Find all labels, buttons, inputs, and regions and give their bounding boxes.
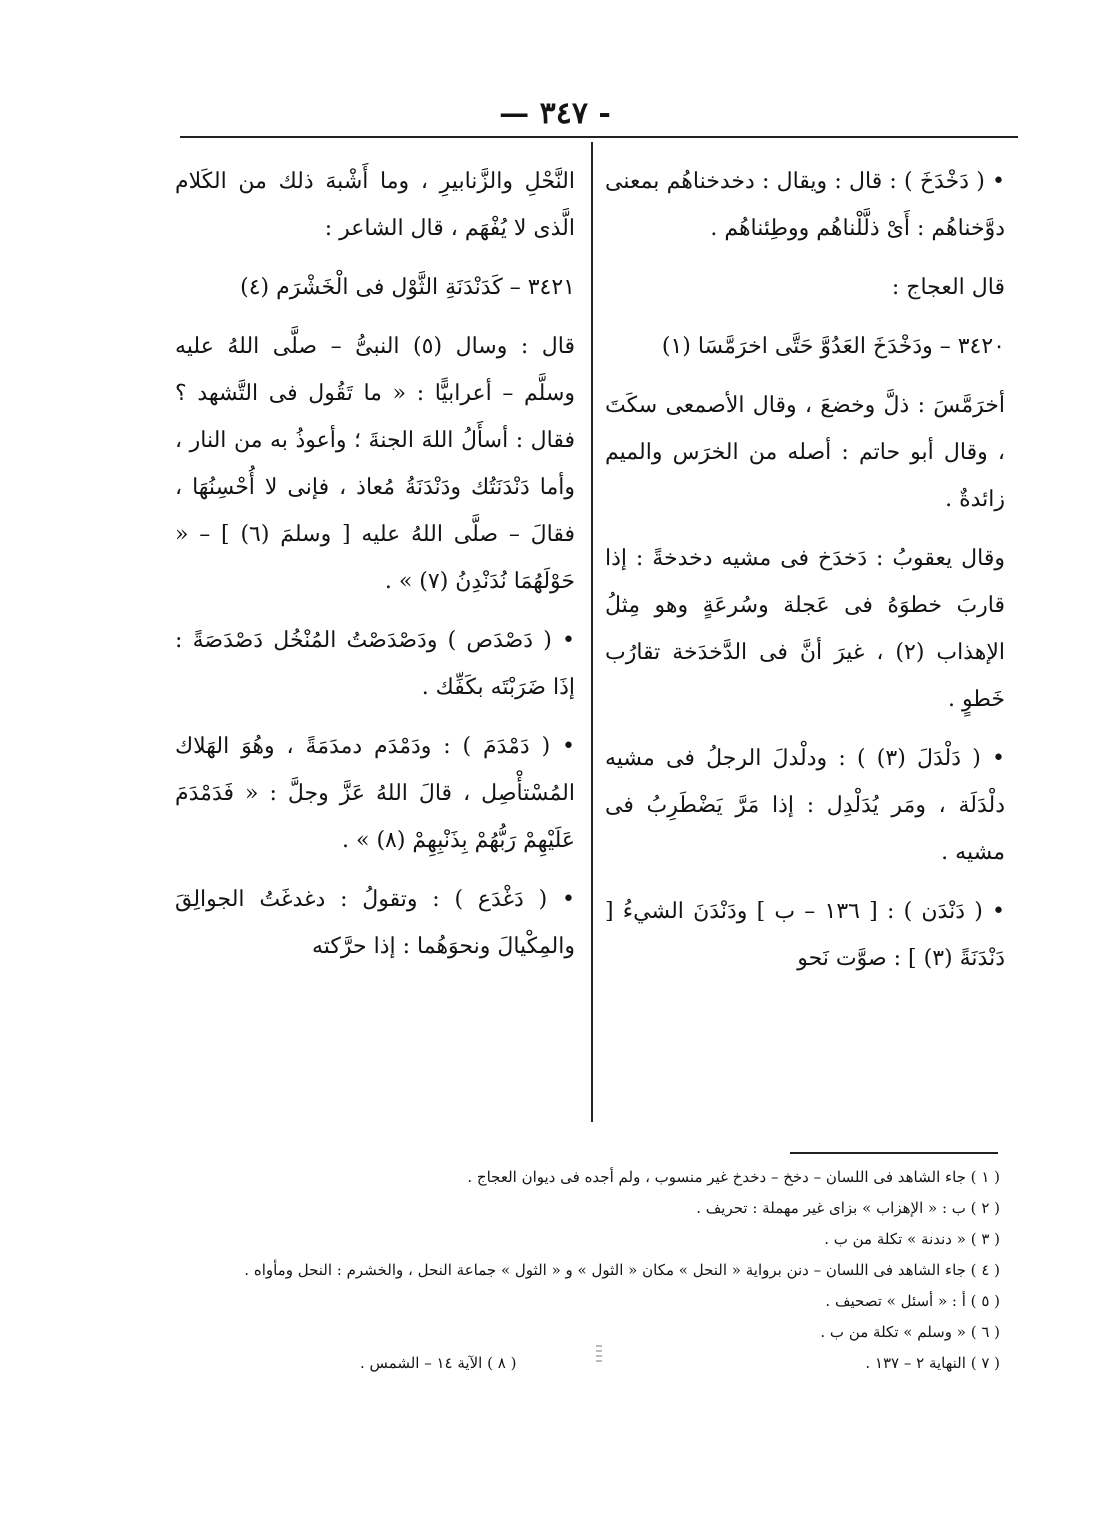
page-number: — ٣٤٧ - [499, 96, 611, 131]
footnote-last-row [170, 1348, 1000, 1379]
footnote-6: ( ٦ ) « وسلم » تكلة من ب . [820, 1323, 1000, 1341]
verse-3421: ٣٤٢١ – كَدَنْدَنَةِ الثَّوْل فى الْخَشْرَم (٤) [240, 275, 575, 300]
footnote-8: ( ٨ ) الآية ١٤ – الشمس . [360, 1354, 517, 1372]
footnote-7: ( ٧ ) النهاية ٢ – ١٣٧ . [865, 1354, 1000, 1372]
entry-dandana: • ( دَنْدَن ) : [ ١٣٦ – ب ] ودَنْدَنَ الشيءُ [ دَنْدَنَةً (٣) ] : صوَّت نَحو [605, 899, 1005, 971]
scan-smudge [596, 1345, 602, 1363]
footnote-3: ( ٣ ) « دندنة » تكلة من ب . [824, 1230, 1000, 1248]
footnote-1: ( ١ ) جاء الشاهد فى اللسان – دخخ – دخدخ غير منسوب ، ولم أجده فى ديوان العجاج . [467, 1168, 1000, 1186]
entry-daghdagha: • ( دَغْدَع ) : وتقولُ : دغدغَتُ الجوالِقَ والمِكْيالَ ونحوَهُما : إذا حرَّكته [175, 887, 575, 959]
quote-yaqub: وقال يعقوبُ : دَخدَخ فى مشيه دخدخةً : إذا قاربَ خطوَهُ فى عَجلة وسُرعَةٍ وهو مِثلُ الإهذاب (٢) ، غيرَ أنَّ فى الدَّخدَخة تقارُب خَطوٍ . [605, 546, 1005, 712]
entry-dasdasa: • ( دَصْدَص ) ودَصْدَصْتُ المُنْخُل دَصْدَصَةً : إذَا ضَرَبْتَه بكَفِّك . [175, 628, 575, 700]
header-rule [180, 136, 1018, 138]
hadith-passage: قال : وسال (٥) النبىُّ – صلَّى اللهُ عليه وسلَّم – أعرابيًّا : « ما تَقُول فى التَّشهد ؟ فقال : أسأَلُ اللهَ الجنةَ ؛ وأعوذُ به من النار ، وأما دَنْدَنَتُك ودَنْدَنَةُ مُعاذ ، فإنى لا أُحْسِنُهَا ، فقالَ – صلَّى اللهُ عليه [ وسلمَ (٦) ] – « حَوْلَهُمَا نُدَنْدِنُ (٧) » . [175, 334, 575, 594]
footnotes [170, 1162, 1000, 1379]
footnote-rule [790, 1152, 998, 1154]
left-column [175, 158, 575, 982]
gloss-ikhrammasa: أخرَمَّسَ : ذلَّ وخضعَ ، وقال الأصمعى سكَتَ ، وقال أبو حاتم : أصله من الخرَس والميم زائدةٌ . [605, 393, 1005, 512]
verse-3420: ٣٤٢٠ – ودَخْدَخَ العَدُوَّ حَتَّى اخرَمَّسَا (١) [661, 334, 1005, 359]
entry-daldala: • ( دَلْدَلَ (٣) ) : ودلْدلَ الرجلُ فى مشيه دلْدَلَة ، ومَر يُدَلْدِل : إذا مَرَّ يَضْطَرِبُ فى مشيه . [605, 746, 1006, 865]
footnote-4: ( ٤ ) جاء الشاهد فى اللسان – دنن برواية « النحل » مكان « الثول » و « الثول » جماعة النحل ، والخشرم : النحل ومأواه . [244, 1261, 1000, 1279]
entry-dakhdakha: • ( دَخْدَخَ ) : قال : ويقال : دخدخناهُم بمعنى دوَّخناهُم : أَىْ ذلَّلْناهُم ووطِئناهُم . [605, 169, 1005, 241]
entry-dandana-continued: النَّحْلِ والزَّنابيرِ ، وما أَشْبهَ ذلك من الكَلام الَّذى لا يُفْهَم ، قال الشاعر : [175, 169, 575, 241]
entry-damdama: • ( دَمْدَمَ ) : ودَمْدَم دمدَمَةً ، وهُوَ الهَلاك المُسْتأْصِل ، قالَ اللهُ عَزَّ وجلَّ : « فَدَمْدَمَ عَلَيْهِمْ رَبُّهُمْ بِذَنْبِهِمْ (٨) » . [175, 734, 575, 853]
footnote-5: ( ٥ ) أ : « أسئل » تصحيف . [825, 1292, 1000, 1310]
right-column [605, 158, 1005, 994]
quote-intro-ajjaj: قال العجاج : [891, 275, 1005, 300]
footnote-2: ( ٢ ) ب : « الإهزاب » بزاى غير مهملة : تحريف . [696, 1199, 1000, 1217]
column-divider [591, 142, 593, 1122]
